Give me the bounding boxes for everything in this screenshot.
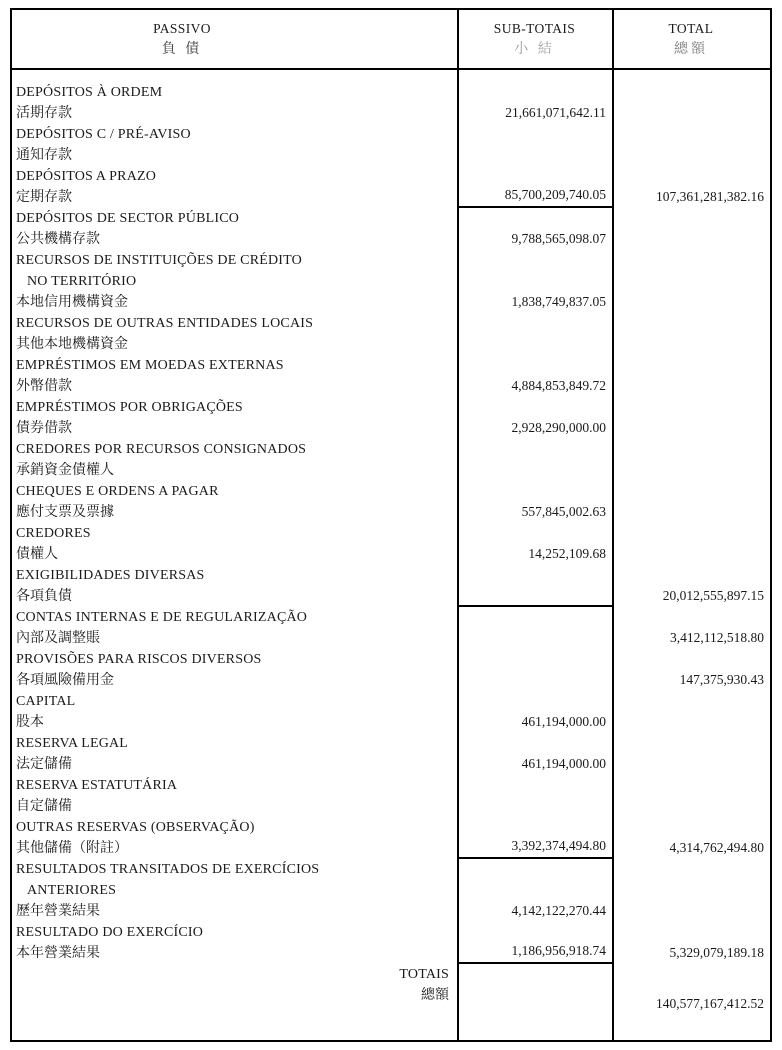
total-value: 3,412,112,518.80 [670, 630, 764, 645]
header-total-label: TOTAL [668, 21, 714, 36]
passivo-cell [12, 250, 457, 313]
table-row [12, 775, 770, 817]
passivo-cell [12, 649, 457, 691]
table-row [12, 481, 770, 523]
table-row [12, 397, 770, 439]
total-cell [612, 523, 770, 565]
row-label-pt: CHEQUES E ORDENS A PAGAR [16, 484, 219, 499]
header-subtotais [457, 10, 612, 68]
total-value: 5,329,079,189.18 [669, 945, 764, 960]
table-body [12, 70, 770, 1040]
table-row [12, 922, 770, 964]
subtotal-value: 2,928,290,000.00 [511, 420, 606, 435]
subtotal-cell [457, 250, 612, 313]
table-row [12, 859, 770, 922]
row-label-zh: 歷年營業結果 [16, 904, 100, 919]
passivo-cell [12, 313, 457, 355]
row-label-pt: RESERVA LEGAL [16, 736, 129, 751]
passivo-cell [12, 775, 457, 817]
totals-row [12, 964, 770, 1040]
row-label-pt: CREDORES [16, 526, 91, 541]
table-header [12, 10, 770, 70]
total-cell [612, 691, 770, 733]
column-divider [612, 10, 614, 1040]
subtotal-cell [457, 313, 612, 355]
row-label-pt: EMPRÉSTIMOS POR OBRIGAÇÕES [16, 400, 243, 415]
table-row [12, 523, 770, 565]
total-cell [612, 439, 770, 481]
row-label-zh: 本地信用機構資金 [16, 295, 128, 310]
total-cell [612, 733, 770, 775]
row-label-pt: OUTRAS RESERVAS (OBSERVAÇÃO) [16, 820, 255, 835]
row-label-pt: ANTERIORES [27, 883, 117, 898]
table-row [12, 250, 770, 313]
row-label-zh: 總額 [421, 988, 449, 1003]
header-passivo-label-zh: 負 債 [161, 42, 203, 57]
row-label-pt: EXIGIBILIDADES DIVERSAS [16, 568, 205, 583]
subtotal-value: 461,194,000.00 [521, 756, 606, 771]
header-subtotais-label: SUB-TOTAIS [493, 21, 576, 36]
subtotal-cell [457, 607, 612, 649]
passivo-cell [12, 523, 457, 565]
total-cell [612, 859, 770, 922]
row-label-pt: DEPÓSITOS C / PRÉ-AVISO [16, 127, 191, 142]
table-row [12, 355, 770, 397]
subtotal-cell [457, 733, 612, 775]
row-label-pt: DEPÓSITOS DE SECTOR PÚBLICO [16, 211, 240, 226]
row-label-pt: DEPÓSITOS À ORDEM [16, 85, 163, 100]
row-label-pt: RESERVA ESTATUTÁRIA [16, 778, 178, 793]
subtotal-value: 4,884,853,849.72 [511, 378, 606, 393]
row-label-pt: RECURSOS DE OUTRAS ENTIDADES LOCAIS [16, 316, 314, 331]
passivo-cell [12, 691, 457, 733]
row-label-pt: NO TERRITÓRIO [27, 274, 137, 289]
subtotal-value: 1,186,956,918.74 [511, 943, 606, 958]
row-label-zh: 本年營業結果 [16, 946, 100, 961]
passivo-cell [12, 439, 457, 481]
total-cell [612, 607, 770, 649]
passivo-cell [12, 481, 457, 523]
passivo-cell [12, 397, 457, 439]
row-label-pt: RESULTADOS TRANSITADOS DE EXERCÍCIOS [16, 862, 320, 877]
subtotal-cell [457, 649, 612, 691]
subtotal-value: 21,661,071,642.11 [505, 105, 606, 120]
header-total [612, 10, 770, 68]
subtotal-cell [457, 208, 612, 250]
row-label-zh: 通知存款 [16, 148, 72, 163]
table-row [12, 649, 770, 691]
table-row [12, 313, 770, 355]
passivo-cell [12, 817, 457, 859]
grand-total-value: 140,577,167,412.52 [656, 996, 764, 1011]
row-label-pt: RESULTADO DO EXERCÍCIO [16, 925, 204, 940]
total-cell [612, 922, 770, 964]
total-value: 147,375,930.43 [679, 672, 764, 687]
subtotal-cell [457, 439, 612, 481]
column-divider [457, 10, 459, 1040]
passivo-cell [12, 166, 457, 208]
subtotal-value: 557,845,002.63 [521, 504, 606, 519]
total-cell [612, 82, 770, 124]
passivo-cell [12, 565, 457, 607]
subtotal-cell [457, 82, 612, 124]
table-row [12, 607, 770, 649]
row-label-zh: 各項風險備用金 [16, 673, 114, 688]
total-value: 4,314,762,494.80 [669, 840, 764, 855]
subtotal-value: 85,700,209,740.05 [504, 187, 606, 202]
total-cell [612, 313, 770, 355]
total-cell [612, 397, 770, 439]
table-row [12, 208, 770, 250]
subtotal-cell [457, 124, 612, 166]
row-label-pt: TOTAIS [399, 967, 449, 982]
table-row [12, 733, 770, 775]
total-cell [612, 355, 770, 397]
row-label-zh: 其他儲備（附註） [16, 841, 128, 856]
row-label-pt: PROVISÕES PARA RISCOS DIVERSOS [16, 652, 262, 667]
row-label-pt: CAPITAL [16, 694, 76, 709]
total-cell [612, 481, 770, 523]
subtotal-cell [457, 691, 612, 733]
passivo-cell [12, 208, 457, 250]
row-label-pt: RECURSOS DE INSTITUIÇÕES DE CRÉDITO [16, 253, 302, 268]
subtotal-cell [457, 922, 612, 964]
passivo-cell [12, 733, 457, 775]
passivo-cell [12, 355, 457, 397]
row-label-pt: EMPRÉSTIMOS EM MOEDAS EXTERNAS [16, 358, 284, 373]
total-cell [612, 124, 770, 166]
header-subtotais-label-zh: 小 結 [514, 42, 555, 57]
subtotal-cell [457, 481, 612, 523]
subtotal-value: 1,838,749,837.05 [511, 294, 606, 309]
subtotal-value: 9,788,565,098.07 [511, 231, 606, 246]
table-row [12, 439, 770, 481]
table-row [12, 124, 770, 166]
passivo-cell [12, 922, 457, 964]
row-label-zh: 債券借款 [16, 421, 72, 436]
subtotal-cell [457, 523, 612, 565]
subtotal-cell [457, 817, 612, 859]
table-row [12, 565, 770, 607]
row-label-pt: CREDORES POR RECURSOS CONSIGNADOS [16, 442, 307, 457]
row-label-zh: 應付支票及票據 [16, 505, 114, 520]
total-cell [612, 964, 770, 1040]
total-value: 20,012,555,897.15 [662, 588, 764, 603]
row-label-zh: 股本 [16, 715, 44, 730]
row-label-zh: 債權人 [16, 547, 58, 562]
header-total-label-zh: 總額 [674, 42, 708, 57]
passivo-cell [12, 82, 457, 124]
subtotal-cell [457, 355, 612, 397]
subtotal-value: 4,142,122,270.44 [511, 903, 606, 918]
passivo-cell [12, 859, 457, 922]
balance-sheet-table [10, 8, 772, 1042]
table-row [12, 691, 770, 733]
row-label-zh: 內部及調整賬 [16, 631, 100, 646]
subtotal-value: 14,252,109.68 [528, 546, 606, 561]
total-cell [612, 817, 770, 859]
total-cell [612, 208, 770, 250]
row-label-zh: 承銷資金債權人 [16, 463, 114, 478]
row-label-zh: 自定儲備 [16, 799, 72, 814]
header-passivo [12, 10, 457, 68]
table-row [12, 817, 770, 859]
total-cell [612, 649, 770, 691]
subtotal-cell [457, 964, 612, 1040]
row-label-pt: CONTAS INTERNAS E DE REGULARIZAÇÃO [16, 610, 308, 625]
subtotal-cell [457, 397, 612, 439]
subtotal-cell [457, 166, 612, 208]
total-cell [612, 250, 770, 313]
row-label-zh: 公共機構存款 [16, 232, 100, 247]
total-cell [612, 565, 770, 607]
row-label-zh: 定期存款 [16, 190, 72, 205]
passivo-cell [12, 607, 457, 649]
subtotal-cell [457, 565, 612, 607]
row-label-zh: 外幣借款 [16, 379, 72, 394]
row-label-pt: DEPÓSITOS A PRAZO [16, 169, 157, 184]
table-row [12, 166, 770, 208]
row-label-zh: 法定儲備 [16, 757, 72, 772]
table-row [12, 82, 770, 124]
row-label-zh: 其他本地機構資金 [16, 337, 128, 352]
passivo-cell [12, 964, 457, 1040]
row-label-zh: 各項負債 [16, 589, 72, 604]
subtotal-cell [457, 859, 612, 922]
total-cell [612, 166, 770, 208]
header-passivo-label: PASSIVO [153, 21, 211, 36]
total-value: 107,361,281,382.16 [656, 189, 764, 204]
subtotal-value: 3,392,374,494.80 [511, 838, 606, 853]
passivo-cell [12, 124, 457, 166]
subtotal-cell [457, 775, 612, 817]
total-cell [612, 775, 770, 817]
subtotal-value: 461,194,000.00 [521, 714, 606, 729]
row-label-zh: 活期存款 [16, 106, 72, 121]
